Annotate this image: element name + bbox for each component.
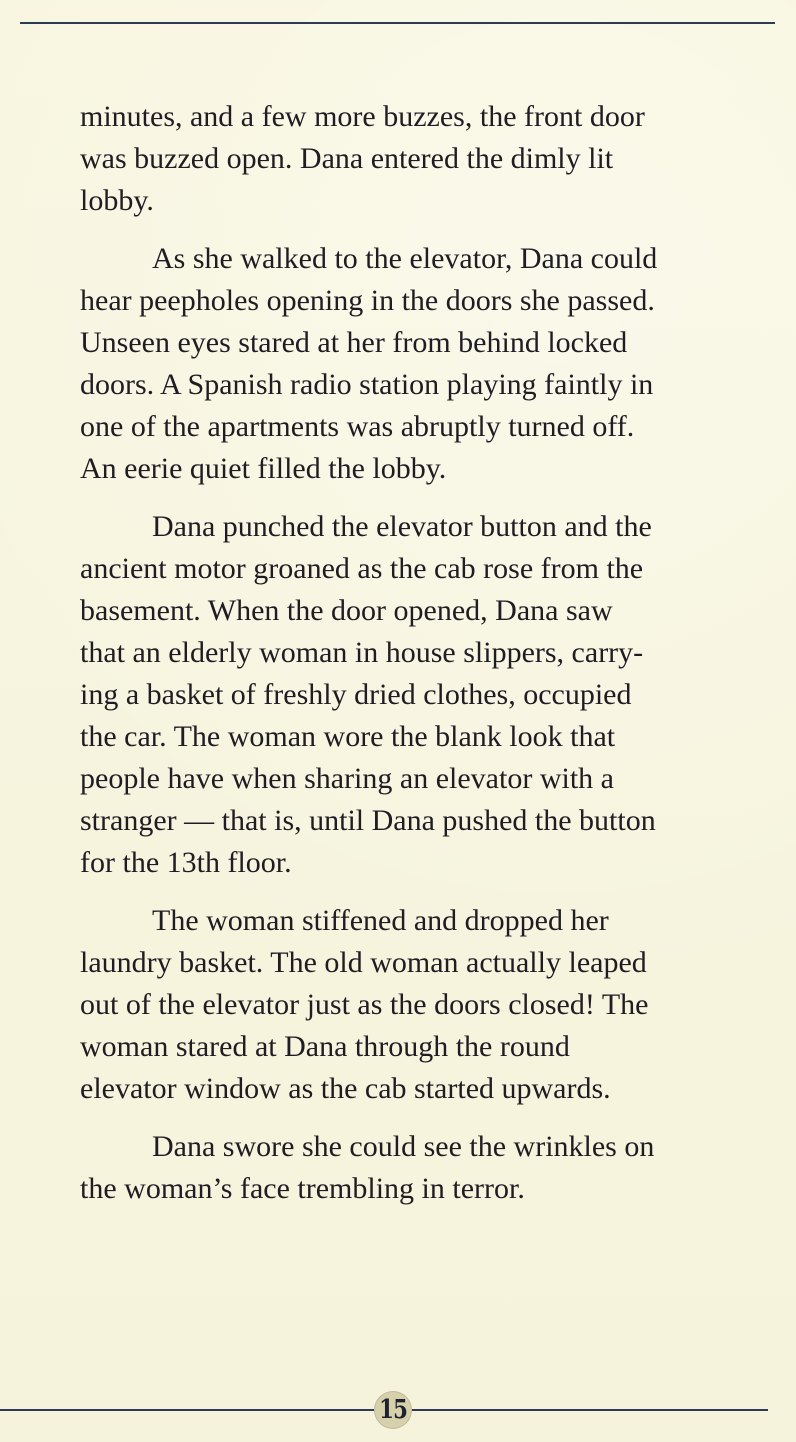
paragraph: Dana swore she could see the wrinkles on the woman’s face trembling in terror. [80,1130,655,1205]
story-text [80,96,770,1226]
paragraph: minutes, and a few more buzzes, the front door was buzzed open. Dana entered the dimly lit lobby. [80,100,645,217]
top-rule [20,22,775,24]
page-number: 15 [378,1395,408,1425]
paragraph: As she walked to the elevator, Dana could hear peepholes opening in the doors she passed. Unseen eyes stared at her from behind locked doors. A Spanish radio station playing faintly in one of the apartments was abruptly turned off. An eerie quiet filled the lobby. [80,242,658,485]
footer-rule-left [0,1409,374,1411]
page-number-badge [374,1391,412,1429]
footer-rule-right [412,1409,768,1411]
paragraph: The woman stiffened and dropped her laundry basket. The old woman actually leaped out of the elevator just as the doors closed! The woman stared at Dana through the round elevator window as the cab started upwards. [80,904,649,1105]
paragraph: Dana punched the elevator button and the ancient motor groaned as the cab rose from the basement. When the door opened, Dana saw that an elderly woman in house slippers, carry- ing a basket of freshly dried clothes, occupied the car. The woman wore the blank look that people have when sharing an elevator with a stranger — that is, until Dana pushed the button for the 13th floor. [80,510,656,879]
